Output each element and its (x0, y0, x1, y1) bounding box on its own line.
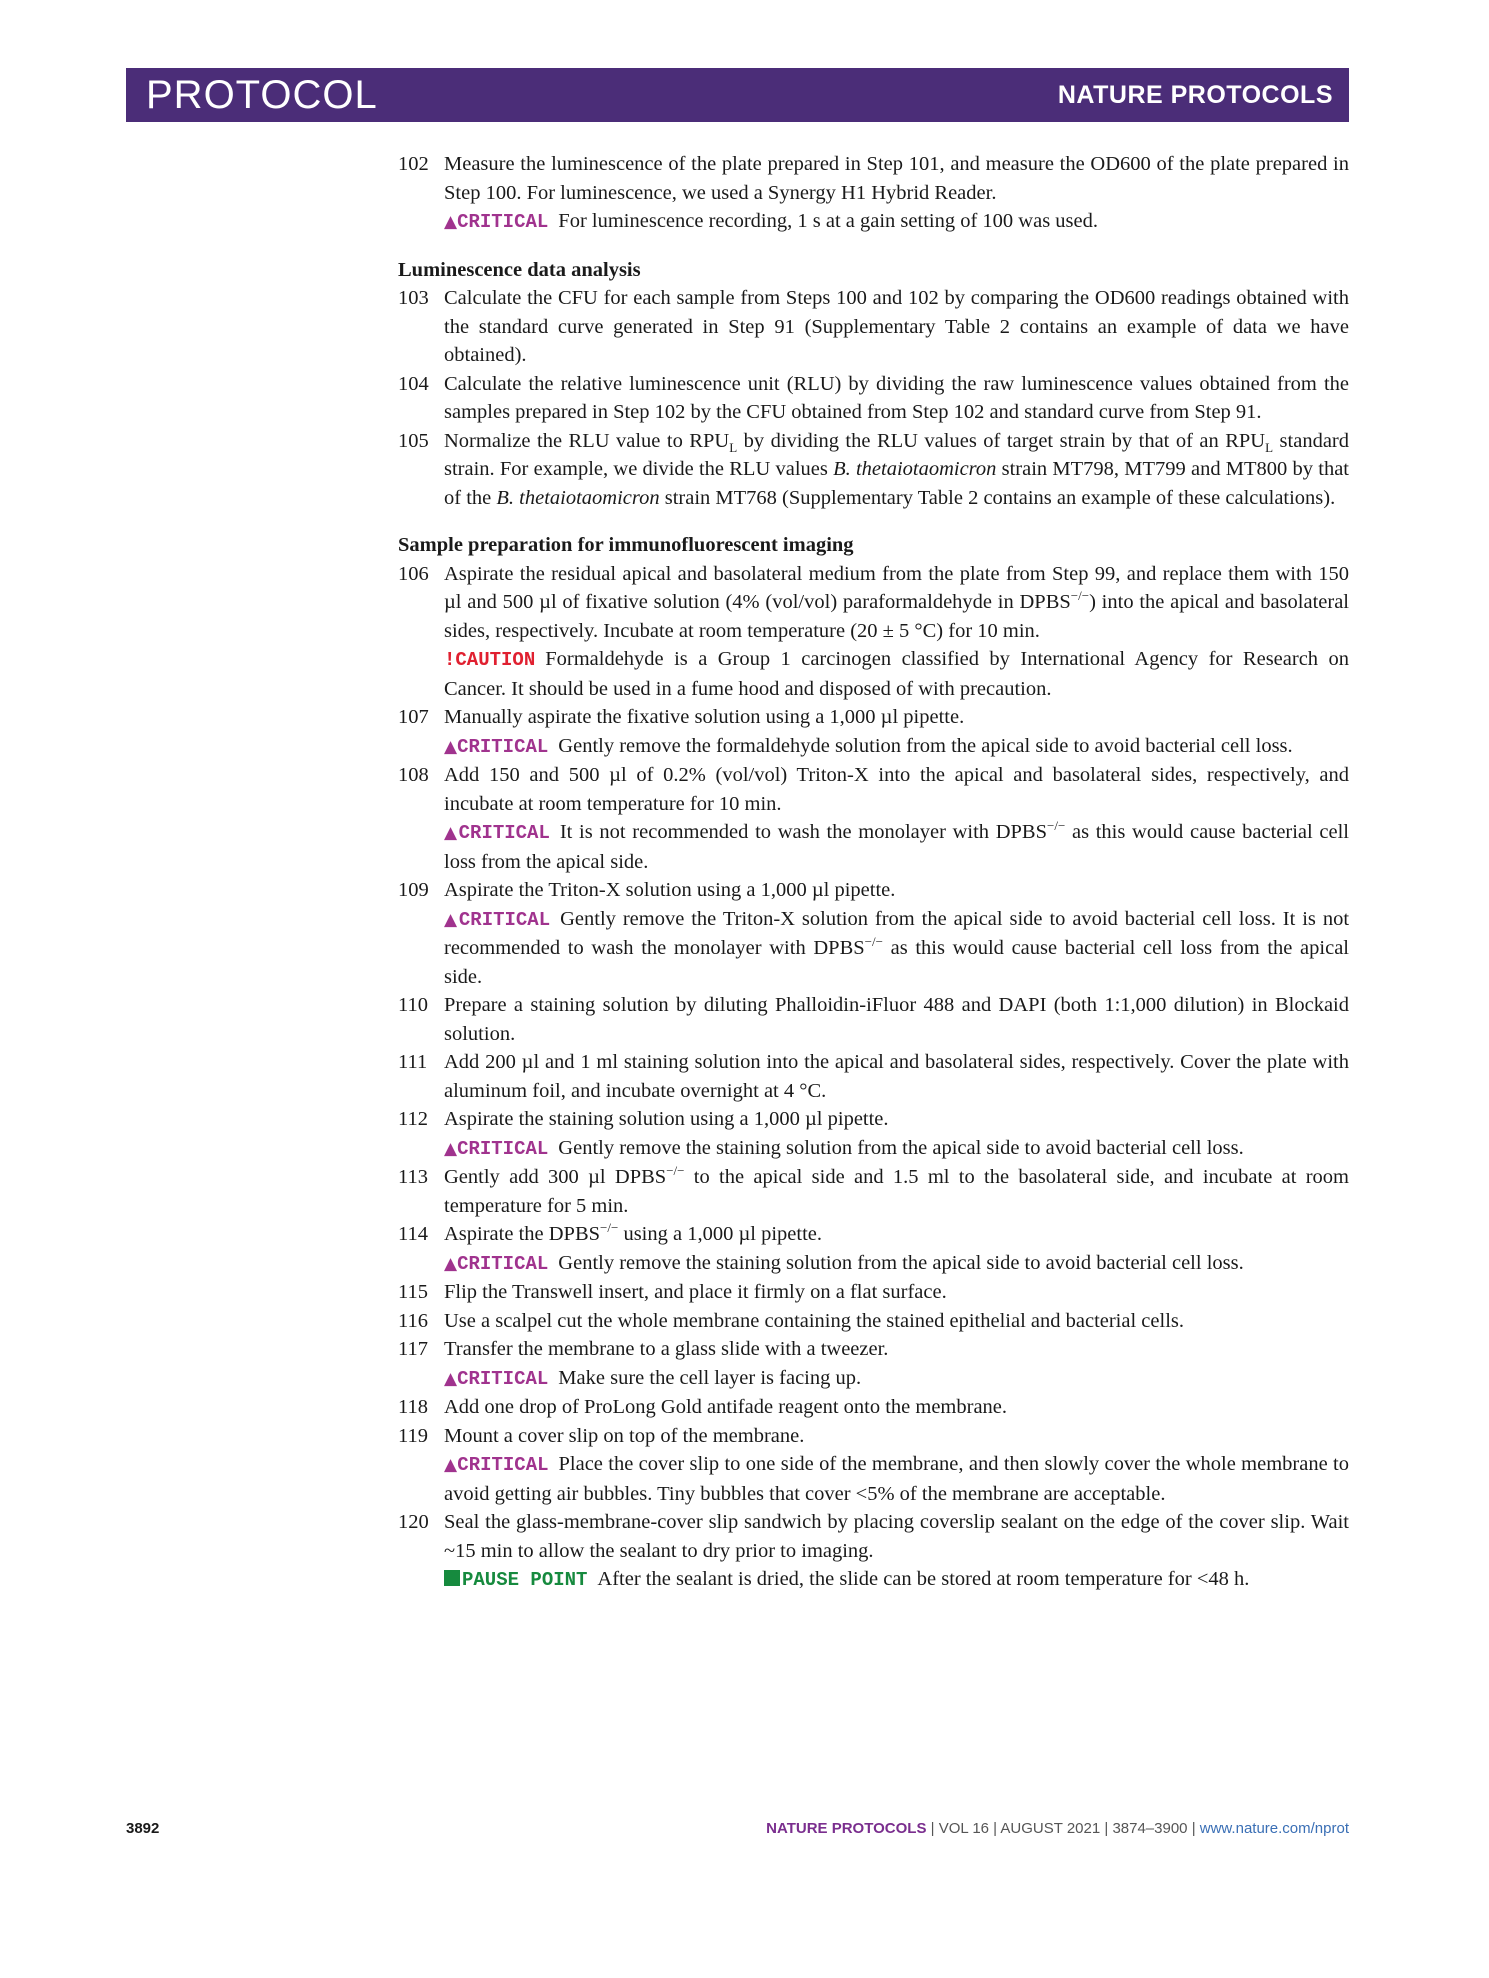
step-111 (398, 1048, 1349, 1105)
step-number: 108 (398, 764, 429, 786)
step-108 (398, 761, 1349, 818)
step-text: Normalize the RLU value to $RPU_L$ by dividing the RLU values of target strain by that of an $RPU_L$ standard strain. For example, we divide the RLU values B. thetaiotaomicron strain MT798, MT799 and MT800 by that of the B. thetaiotaomicron strain MT768 (Supplementary Table 2 contains an example of these calculations). (444, 429, 1349, 509)
critical-triangle-icon: ▲ (444, 1253, 458, 1274)
pause-point-note: PAUSE POINT After the sealant is dried, the slide can be stored at room temperature for <48 h. (398, 1565, 1349, 1595)
critical-note: ▲CRITICAL It is not recommended to wash the monolayer with DPBS−/− as this would cause bacterial cell loss from the apical side. (444, 818, 1349, 873)
step-text: Add 200 µl and 1 ml staining solution into the apical and basolateral sides, respectively. Cover the plate with aluminum foil, and incubate overnight at 4 °C. (444, 1051, 1349, 1102)
step-110 (398, 991, 1349, 1048)
critical-triangle-icon: ▲ (444, 823, 459, 843)
step-text: Use a scalpel cut the whole membrane containing the stained epithelial and bacterial cells. (444, 1309, 1184, 1332)
footer-pages: 3874–3900 (1112, 1820, 1188, 1837)
step-number: 114 (398, 1223, 428, 1245)
page-number: 3892 (126, 1820, 160, 1837)
step-115 (398, 1278, 1349, 1307)
step-text: Mount a cover slip on top of the membrane. (444, 1424, 805, 1447)
step-number: 111 (398, 1051, 428, 1073)
step-number: 104 (398, 372, 429, 395)
critical-note: ▲CRITICAL Gently remove the formaldehyde solution from the apical side to avoid bacterial cell loss. (444, 734, 1293, 758)
critical-triangle-icon: ▲ (444, 1368, 458, 1389)
step-119 (398, 1422, 1349, 1451)
step-number: 106 (398, 562, 429, 585)
step-106 (398, 560, 1349, 646)
step-number: 110 (398, 994, 428, 1016)
pause-square-icon (444, 1570, 460, 1586)
step-number: 105 (398, 429, 429, 452)
step-104 (398, 370, 1349, 427)
step-text: Transfer the membrane to a glass slide with a tweezer. (444, 1338, 889, 1360)
footer-url[interactable]: www.nature.com/nprot (1199, 1820, 1349, 1837)
step-105 (398, 427, 1349, 513)
step-text: Measure the luminescence of the plate prepared in Step 101, and measure the OD600 of the plate prepared in Step 100. For luminescence, we used a Synergy H1 Hybrid Reader. (444, 153, 1349, 204)
step-text: Aspirate the Triton-X solution using a 1,000 µl pipette. (444, 879, 896, 901)
footer-citation: NATURE PROTOCOLS | VOL 16 | AUGUST 2021 | 3874–3900 | www.nature.com/nprot (766, 1820, 1349, 1837)
footer-date: AUGUST 2021 (1000, 1820, 1101, 1837)
critical-note: ▲CRITICAL Make sure the cell layer is facing up. (444, 1366, 862, 1390)
step-number: 103 (398, 287, 429, 309)
step-text: Gently add 300 µl DPBS−/− to the apical side and 1.5 ml to the basolateral side, and incubate at room temperature for 5 min. (444, 1163, 1349, 1217)
step-120 (398, 1508, 1349, 1565)
step-107 (398, 703, 1349, 732)
section-heading-imaging: Sample preparation for immunofluorescent imaging (398, 534, 854, 556)
footer-journal: NATURE PROTOCOLS (766, 1820, 927, 1837)
article-type-label: PROTOCOL (146, 73, 378, 117)
critical-note: ▲CRITICAL Gently remove the staining solution from the apical side to avoid bacterial cell loss. (444, 1136, 1244, 1160)
step-number: 113 (398, 1166, 428, 1188)
step-102 (398, 150, 1349, 207)
caution-note: !CAUTION Formaldehyde is a Group 1 carcinogen classified by International Agency for Research on Cancer. It should be used in a fume hood and disposed of with precaution. (444, 648, 1349, 700)
step-number: 117 (398, 1338, 428, 1360)
step-text: Flip the Transwell insert, and place it firmly on a flat surface. (444, 1281, 947, 1303)
step-number: 102 (398, 153, 429, 175)
step-text: Aspirate the residual apical and basolateral medium from the plate from Step 99, and replace them with 150 µl and 500 µl of fixative solution (4% (vol/vol) paraformaldehyde in DPBS−/−) into the apical and basolateral sides, respectively. Incubate at room temperature (20 ± 5 °C) for 10 min. (444, 562, 1349, 642)
critical-note: ▲CRITICAL Gently remove the staining solution from the apical side to avoid bacterial cell loss. (444, 1251, 1244, 1275)
critical-triangle-icon: ▲ (444, 736, 458, 757)
step-number: 120 (398, 1511, 429, 1533)
step-116 (398, 1307, 1349, 1336)
step-112 (398, 1105, 1349, 1134)
step-number: 115 (398, 1281, 428, 1303)
step-text: Calculate the relative luminescence unit (RLU) by dividing the raw luminescence values obtained from the samples prepared in Step 102 by the CFU obtained from Step 102 and standard curve from Step 91. (444, 372, 1349, 423)
step-number: 107 (398, 706, 429, 728)
step-text: Seal the glass-membrane-cover slip sandwich by placing coverslip sealant on the edge of the cover slip. Wait ~15 min to allow the sealant to dry prior to imaging. (444, 1511, 1349, 1562)
step-text: Add one drop of ProLong Gold antifade reagent onto the membrane. (444, 1396, 1008, 1418)
step-114 (398, 1220, 1349, 1249)
step-103 (398, 284, 1349, 370)
step-text: Calculate the CFU for each sample from Steps 100 and 102 by comparing the OD600 readings obtained with the standard curve generated in Step 91 (Supplementary Table 2 contains an example of data we have obtained). (444, 287, 1349, 366)
step-text: Manually aspirate the fixative solution using a 1,000 µl pipette. (444, 706, 965, 728)
header-banner (126, 68, 1349, 122)
step-text: Prepare a staining solution by diluting Phalloidin-iFluor 488 and DAPI (both 1:1,000 dilution) in Blockaid solution. (444, 994, 1349, 1045)
critical-triangle-icon: ▲ (444, 1455, 458, 1475)
step-number: 118 (398, 1396, 428, 1418)
step-text: Add 150 and 500 µl of 0.2% (vol/vol) Triton-X into the apical and basolateral sides, respectively, and incubate at room temperature for 10 min. (444, 764, 1349, 815)
journal-name: NATURE PROTOCOLS (1057, 81, 1333, 109)
step-text: Aspirate the DPBS−/− using a 1,000 µl pipette. (444, 1220, 823, 1245)
step-text: Aspirate the staining solution using a 1,000 µl pipette. (444, 1108, 889, 1130)
critical-triangle-icon: ▲ (444, 1138, 458, 1159)
step-118 (398, 1393, 1349, 1422)
critical-note: ▲CRITICAL Place the cover slip to one side of the membrane, and then slowly cover the whole membrane to avoid getting air bubbles. Tiny bubbles that cover <5% of the membrane are acceptable. (444, 1453, 1349, 1505)
protocol-body (398, 150, 1349, 1595)
step-number: 119 (398, 1424, 428, 1447)
step-109 (398, 876, 1349, 905)
critical-triangle-icon: ▲ (444, 212, 458, 232)
step-number: 112 (398, 1108, 428, 1130)
critical-triangle-icon: ▲ (444, 909, 459, 930)
critical-note: ▲CRITICAL For luminescence recording, 1 s at a gain setting of 100 was used. (444, 210, 1098, 233)
step-number: 116 (398, 1309, 428, 1332)
step-113 (398, 1163, 1349, 1220)
critical-note: ▲CRITICAL Gently remove the Triton-X solution from the apical side to avoid bacterial cell loss. It is not recommended to wash the monolayer with DPBS−/− as this would cause bacterial cell loss from the apical side. (444, 907, 1350, 988)
step-number: 109 (398, 879, 429, 901)
step-117 (398, 1335, 1349, 1364)
section-heading-luminescence: Luminescence data analysis (398, 258, 641, 281)
caution-exclamation-icon: ! (444, 649, 456, 671)
footer-volume: VOL 16 (938, 1820, 990, 1837)
